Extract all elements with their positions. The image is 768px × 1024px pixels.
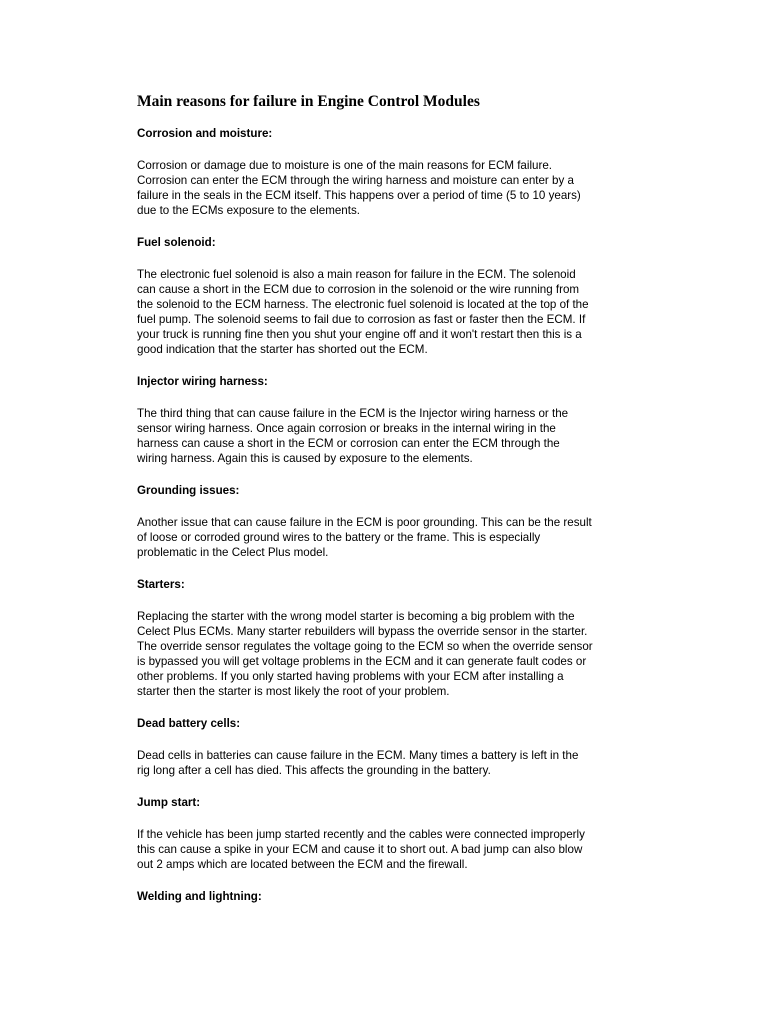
paragraph-line: problematic in the Celect Plus model. — [137, 546, 329, 559]
paragraph-line: wiring harness. Again this is caused by exposure to the elements. — [137, 452, 473, 465]
section-dead-battery-cells — [137, 716, 637, 778]
section-heading: Jump start: — [137, 796, 201, 809]
section-paragraph — [137, 267, 637, 357]
paragraph-line: failure in the seals in the ECM itself. This happens over a period of time (5 to 10 years) — [137, 189, 581, 202]
paragraph-line: is bypassed you will get voltage problems in the ECM and it can generate fault codes or — [137, 655, 587, 668]
section-heading: Welding and lightning: — [137, 890, 262, 903]
paragraph-line: Corrosion can enter the ECM through the wiring harness and moisture can enter by a — [137, 174, 574, 187]
section-starters — [137, 577, 637, 699]
section-welding-and-lightning — [137, 889, 637, 904]
section-heading: Fuel solenoid: — [137, 236, 216, 249]
section-heading: Dead battery cells: — [137, 717, 241, 730]
paragraph-line: this can cause a spike in your ECM and cause it to short out. A bad jump can also blow — [137, 843, 583, 856]
section-jump-start — [137, 795, 637, 872]
paragraph-line: Another issue that can cause failure in the ECM is poor grounding. This can be the result — [137, 516, 592, 529]
paragraph-line: starter then the starter is most likely the root of your problem. — [137, 685, 450, 698]
paragraph-line: the solenoid to the ECM harness. The electronic fuel solenoid is located at the top of the — [137, 298, 589, 311]
paragraph-line: The electronic fuel solenoid is also a main reason for failure in the ECM. The solenoid — [137, 268, 576, 281]
section-injector-wiring-harness — [137, 374, 637, 466]
section-paragraph — [137, 158, 637, 218]
section-heading: Corrosion and moisture: — [137, 127, 273, 140]
section-paragraph — [137, 827, 637, 872]
paragraph-line: If the vehicle has been jump started recently and the cables were connected improperly — [137, 828, 585, 841]
paragraph-line: harness can cause a short in the ECM or corrosion can enter the ECM through the — [137, 437, 560, 450]
section-heading: Starters: — [137, 578, 185, 591]
paragraph-line: other problems. If you only started having problems with your ECM after installing a — [137, 670, 564, 683]
paragraph-line: sensor wiring harness. Once again corrosion or breaks in the internal wiring in the — [137, 422, 556, 435]
paragraph-line: The third thing that can cause failure in the ECM is the Injector wiring harness or the — [137, 407, 569, 420]
section-paragraph — [137, 609, 637, 699]
paragraph-line: rig long after a cell has died. This affects the grounding in the battery. — [137, 764, 491, 777]
paragraph-line: Dead cells in batteries can cause failure in the ECM. Many times a battery is left in the — [137, 749, 579, 762]
paragraph-line: of loose or corroded ground wires to the battery or the frame. This is especially — [137, 531, 541, 544]
paragraph-line: good indication that the starter has shorted out the ECM. — [137, 343, 428, 356]
paragraph-line: can cause a short in the ECM due to corrosion in the solenoid or the wire running from — [137, 283, 580, 296]
document-title: Main reasons for failure in Engine Control Modules — [137, 93, 480, 110]
section-paragraph — [137, 406, 637, 466]
paragraph-line: The override sensor regulates the voltage going to the ECM so when the override sensor — [137, 640, 593, 653]
section-paragraph — [137, 515, 637, 560]
section-grounding-issues — [137, 483, 637, 560]
paragraph-line: due to the ECMs exposure to the elements. — [137, 204, 360, 217]
section-fuel-solenoid — [137, 235, 637, 357]
document-page — [137, 92, 637, 921]
section-paragraph — [137, 748, 637, 778]
paragraph-line: your truck is running fine then you shut your engine off and it won't restart then this is a — [137, 328, 582, 341]
section-corrosion-and-moisture — [137, 126, 637, 218]
paragraph-line: out 2 amps which are located between the ECM and the firewall. — [137, 858, 468, 871]
paragraph-line: Replacing the starter with the wrong model starter is becoming a big problem with the — [137, 610, 575, 623]
section-heading: Injector wiring harness: — [137, 375, 268, 388]
paragraph-line: fuel pump. The solenoid seems to fail due to corrosion as fast or faster then the ECM. If — [137, 313, 586, 326]
section-heading: Grounding issues: — [137, 484, 240, 497]
paragraph-line: Corrosion or damage due to moisture is one of the main reasons for ECM failure. — [137, 159, 552, 172]
paragraph-line: Celect Plus ECMs. Many starter rebuilders will bypass the override sensor in the starter. — [137, 625, 588, 638]
